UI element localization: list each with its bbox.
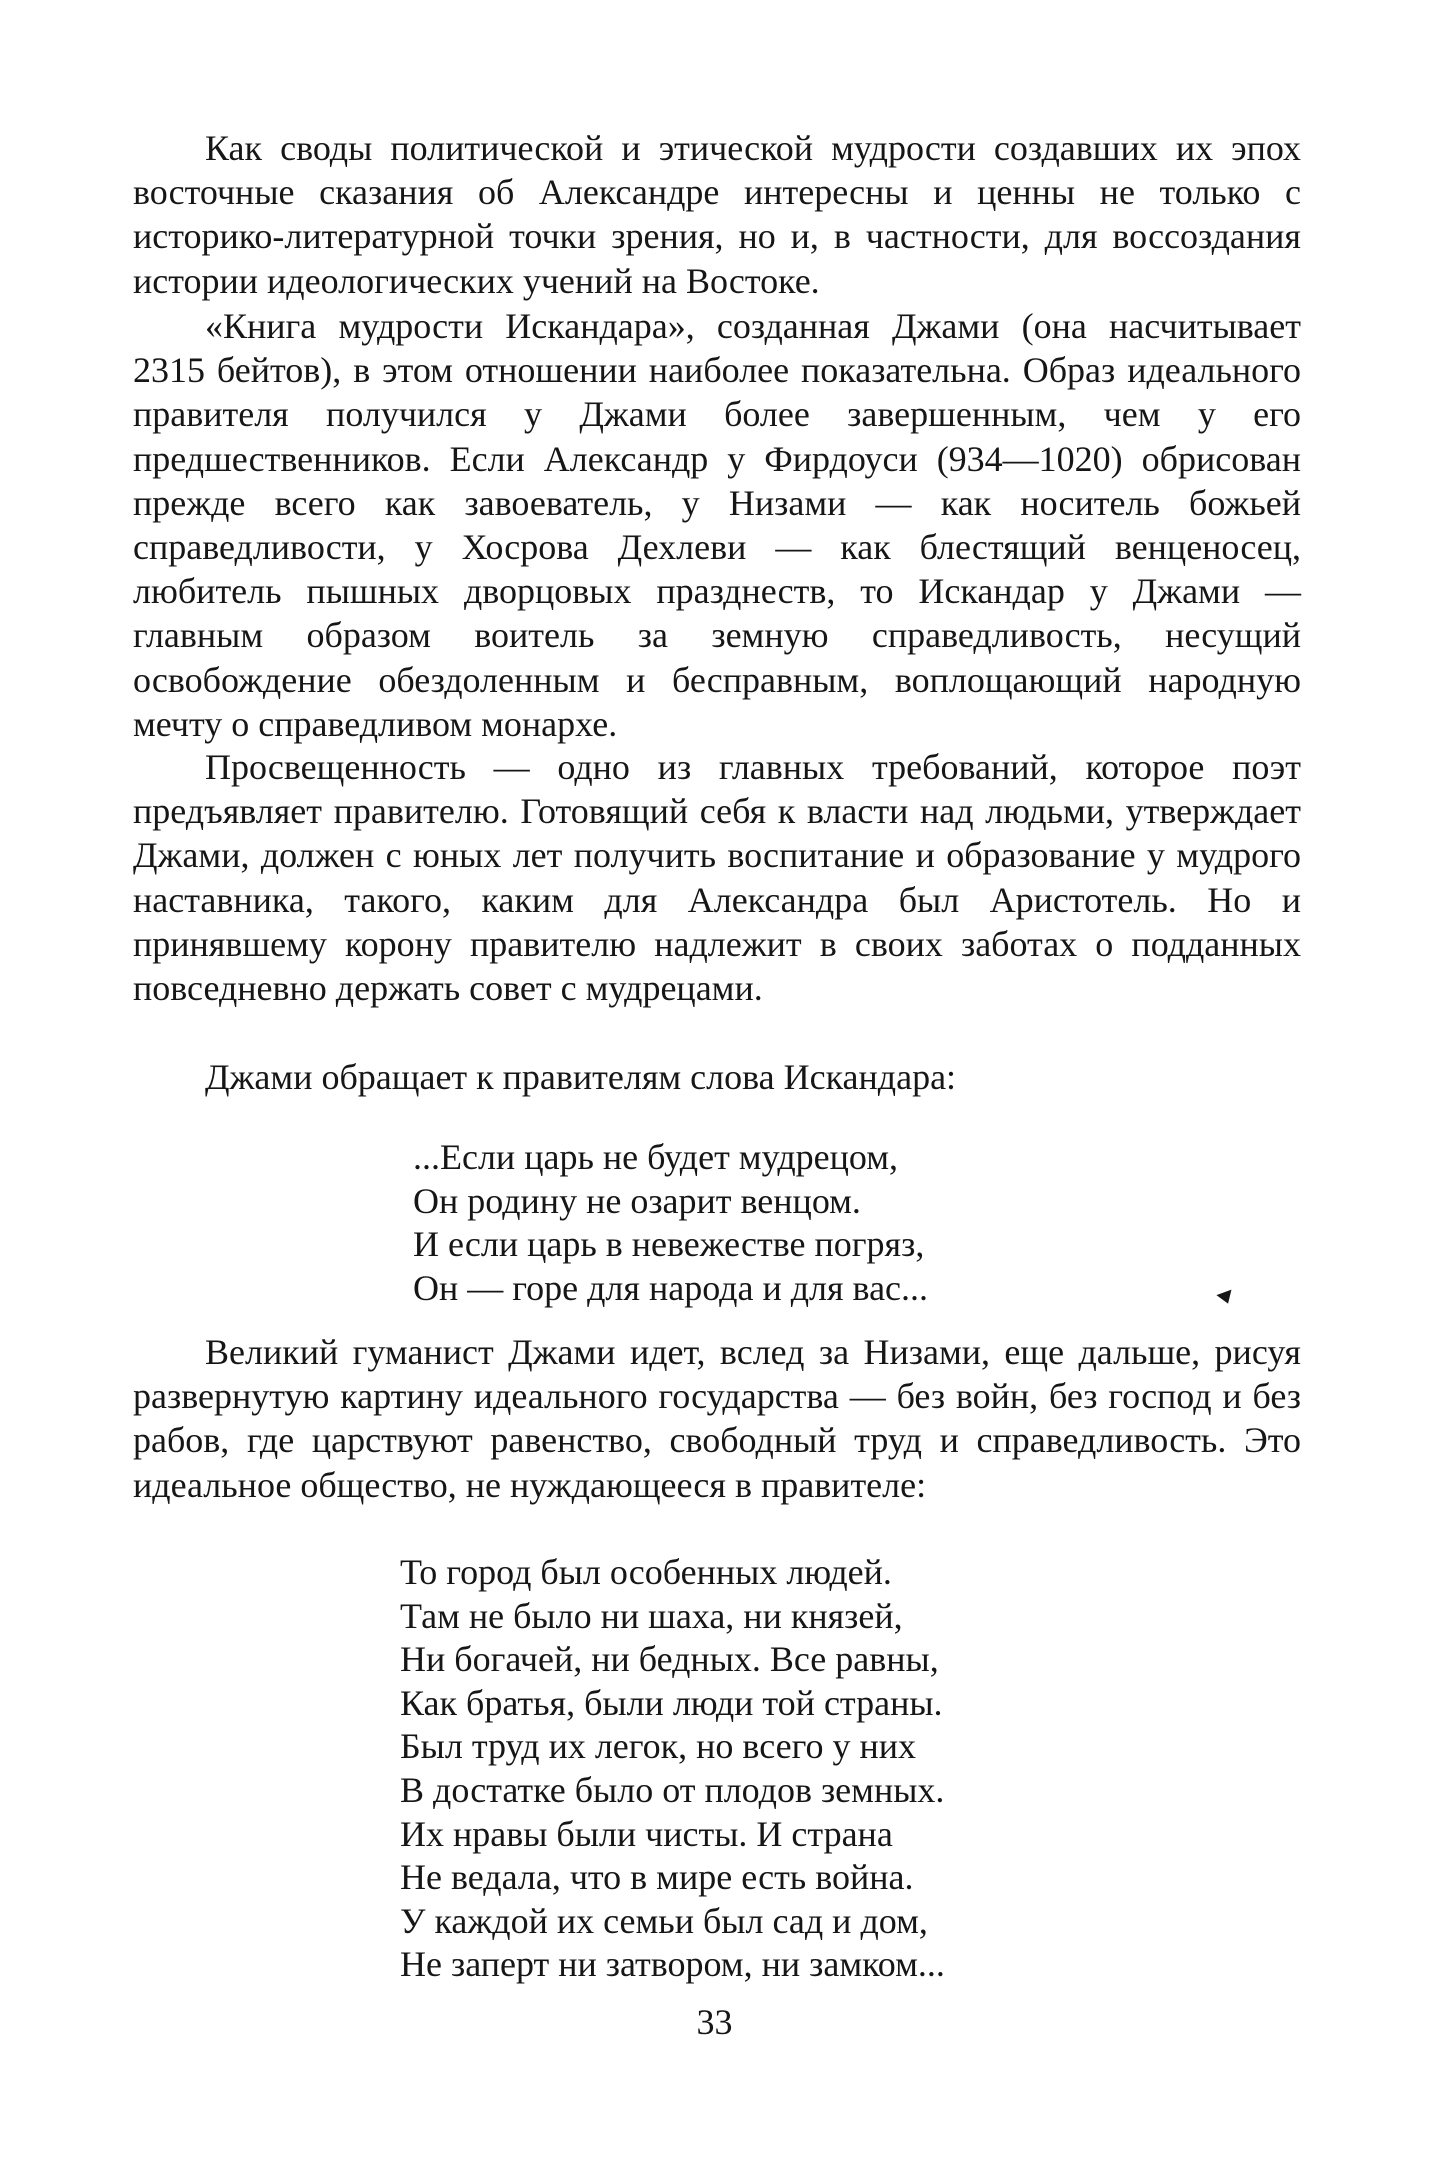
page-number: 33 xyxy=(696,2002,733,2042)
verse-line: Там не было ни шаха, ни князей, xyxy=(400,1595,903,1636)
paragraph-ideal-state: Великий гуманист Джами идет, вслед за Низами, еще дальше, рисуя развернутую картину идеального государства — без войн, без господ и без рабов, где царствуют равенство, свободный труд и справедливость. Это идеальное общество, не нуждающееся в правителе: xyxy=(133,1332,1301,1505)
verse-line: У каждой их семьи был сад и дом, xyxy=(400,1900,928,1941)
verse-quote-ideal-city xyxy=(400,1551,945,1987)
verse-line: Он — горе для народа и для вас... xyxy=(413,1267,929,1308)
verse-line: Как братья, были люди той страны. xyxy=(400,1682,943,1723)
verse-line: Был труд их легок, но всего у них xyxy=(400,1726,916,1767)
paragraph-book-of-wisdom: «Книга мудрости Искандара», созданная Джами (она насчитывает 2315 бейтов), в этом отношении наиболее показательна. Образ идеального правителя получился у Джами более завершенным, чем у его предшественников. Если Александр у Фирдоуси (934—1020) обрисован прежде всего как завоеватель, у Низами — как носитель божьей справедливости, у Хосрова Дехлеви — как блестящий венценосец, любитель пышных дворцовых празднеств, то Искандар у Джами — главным образом воитель за земную справедливость, несущий освобождение обездоленным и бесправным, воплощающий народную мечту о справедливом монархе. xyxy=(133,306,1301,744)
verse-line: Ни богачей, ни бедных. Все равны, xyxy=(400,1639,939,1680)
paragraph-verse-intro: Джами обращает к правителям слова Искандара: xyxy=(205,1057,957,1097)
verse-line: Не ведала, что в мире есть война. xyxy=(400,1857,914,1898)
paragraph-enlightenment: Просвещенность — одно из главных требований, которое поэт предъявляет правителю. Готовящий себя к власти над людьми, утверждает Джами, должен с юных лет получить воспитание и образование у мудрого наставника, такого, каким для Александра был Аристотель. Но и принявшему корону правителю надлежит в своих заботах о подданных повседневно держать совет с мудрецами. xyxy=(133,747,1301,1009)
verse-quote-wise-ruler xyxy=(413,1136,928,1310)
verse-line: ...Если царь не будет мудрецом, xyxy=(413,1137,898,1177)
verse-line: В достатке было от плодов земных. xyxy=(400,1769,945,1810)
verse-line: И если царь в невежестве погряз, xyxy=(413,1224,925,1265)
verse-line: Их нравы были чисты. И страна xyxy=(400,1813,893,1854)
ink-mark xyxy=(1216,1290,1235,1307)
verse-line: Он родину не озарит венцом. xyxy=(413,1180,861,1221)
verse-line: То город был особенных людей. xyxy=(400,1552,892,1592)
paragraph-alexander-legends: Как своды политической и этической мудрости создавших их эпох восточные сказания об Александре интересны и ценны не только с историко-литературной точки зрения, но и, в частности, для воссоздания истории идеологических учений на Востоке. xyxy=(133,128,1301,301)
verse-line: Не заперт ни затвором, ни замком... xyxy=(400,1944,945,1985)
